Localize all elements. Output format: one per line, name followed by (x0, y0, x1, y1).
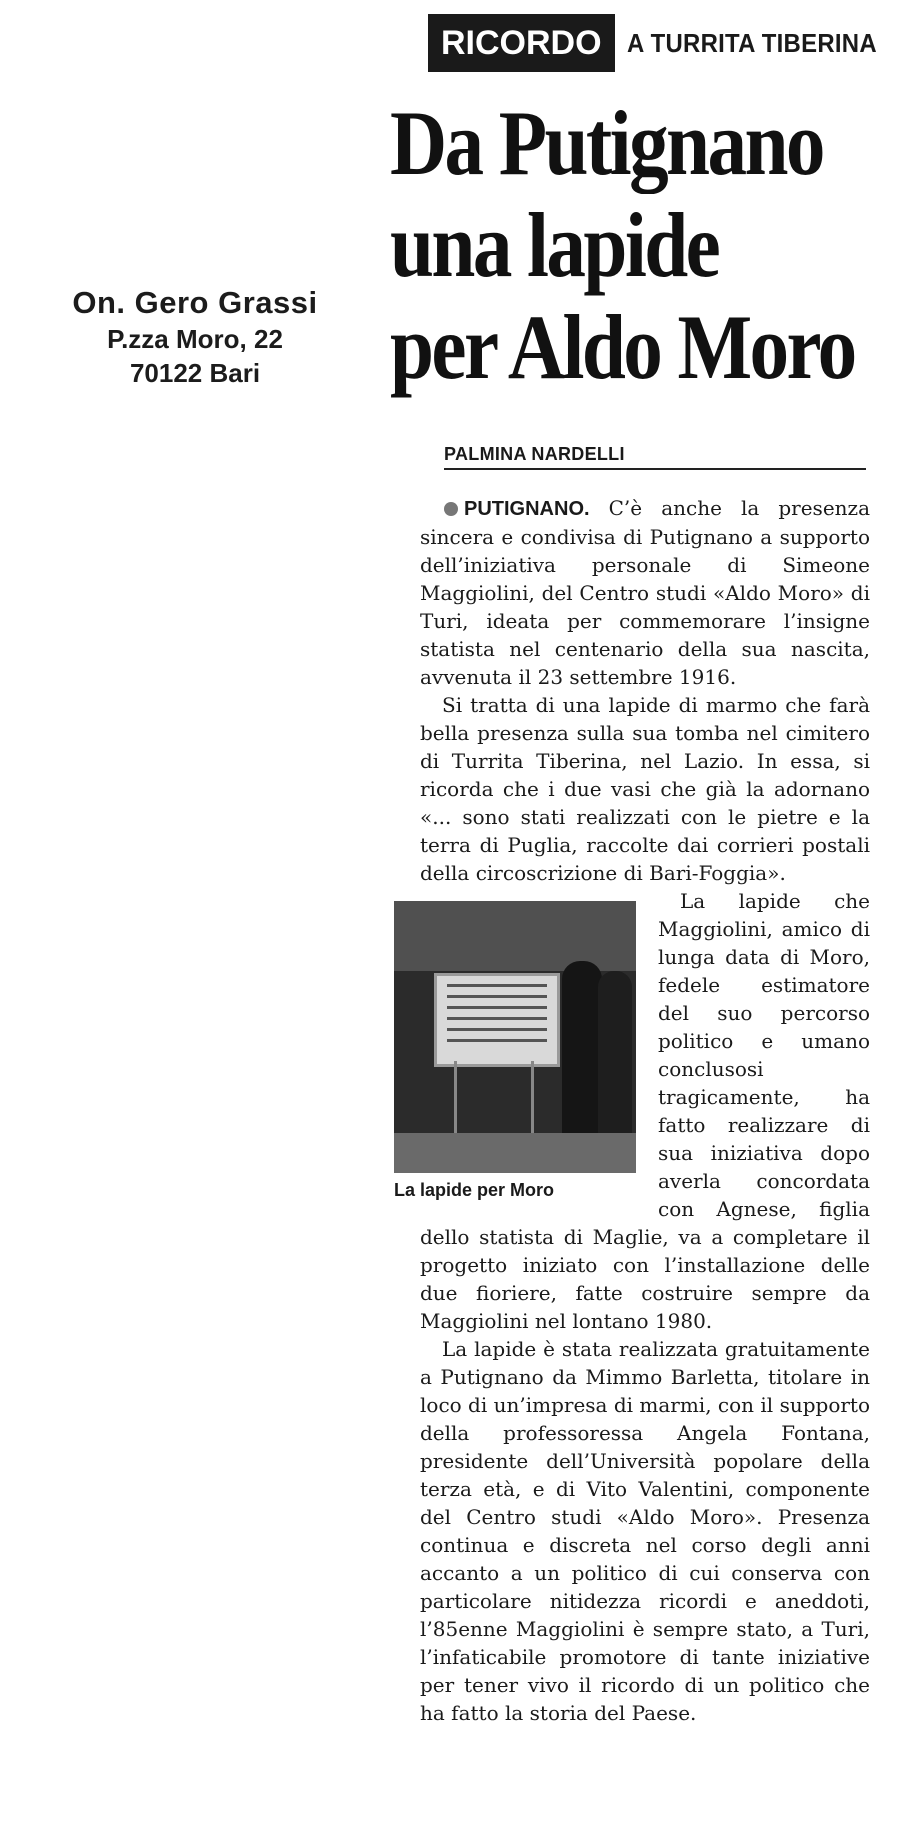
headline-line-1: Da Putignano (390, 92, 823, 194)
stamp-name: On. Gero Grassi (72, 285, 318, 320)
paragraph-1-text: C’è anche la presenza sincera e condivisa di Putignano a supporto dell’iniziativa personale di Simeone Maggiolini, del Centro studi «Aldo Moro» di Turi, ideata per commemorare l’insigne statista nel centenario della sua nascita, avvenuta il 23 settembre 1916. (420, 496, 870, 689)
kicker-tag: RICORDO (428, 14, 615, 72)
stamp-city: 70122 Bari (129, 358, 261, 388)
paragraph-2: Si tratta di una lapide di marmo che farà bella presenza sulla sua tomba nel cimitero di Turrita Tiberina, nel Lazio. In essa, si ricorda che i due vasi che già la adornano «... sono stati realizzati con le pietre e la terra di Puglia, raccolte dai corrieri postali della circoscrizione di Bari-Foggia». (420, 693, 870, 885)
plaque-image (434, 973, 560, 1067)
article-kicker (428, 16, 898, 70)
paragraph-4: La lapide è stata realizzata gratuitamente a Putignano da Mimmo Barletta, titolare in loco di un’impresa di marmi, con il supporto della professoressa Angela Fontana, presidente dell’Università popolare della terza età, e di Vito Valentini, componente del Centro studi «Aldo Moro». Presenza continua e discreta nel corso degli anni accanto a un politico di cui conserva con particolare nitidezza ricordi e aneddoti, l’85enne Maggiolini è sempre stato, a Turi, l’infaticabile promotore di tante iniziative per tener vivo il ricordo di un politico che ha fatto la storia del Paese. (420, 1337, 870, 1725)
paragraph-3: La lapide che Maggiolini, amico di lunga data di Moro, fedele estimatore del suo percorso politico e umano conclusosi tragicamente, ha fatto realizzare di sua iniziativa dopo averla concordata con Agnese, figlia dello statista di Maglie, va a completare il progetto iniziato con l’installazione delle due fioriere, fatte costruire sempre da Maggiolini nel lontano 1980. (420, 889, 870, 1333)
photo-caption: La lapide per Moro (394, 1180, 555, 1200)
headline (390, 92, 890, 398)
headline-line-3: per Aldo Moro (390, 296, 855, 398)
bullet-icon (444, 502, 458, 516)
address-stamp (40, 284, 350, 390)
byline: PALMINA NARDELLI (444, 444, 866, 470)
article-body (394, 494, 870, 1727)
lapide-photo (394, 901, 636, 1173)
paragraph-1 (420, 494, 870, 691)
kicker-place: A TURRITA TIBERINA (626, 27, 877, 58)
photo-block (394, 901, 646, 1201)
stamp-street: P.zza Moro, 22 (107, 324, 283, 354)
headline-line-2: una lapide (390, 194, 719, 296)
dateline: PUTIGNANO. (464, 498, 590, 520)
